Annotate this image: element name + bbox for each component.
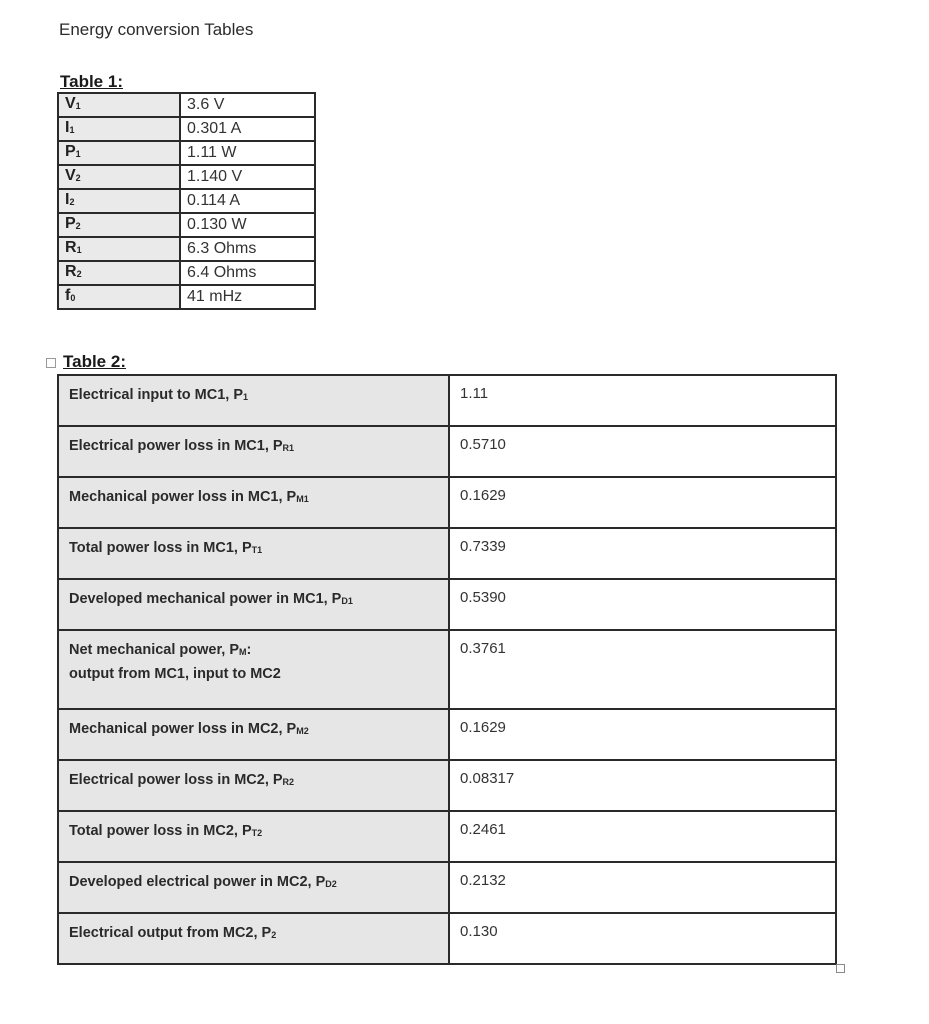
table2-value[interactable]: 0.7339	[449, 528, 836, 579]
table1-value[interactable]: 3.6 V	[180, 93, 315, 117]
table1-symbol[interactable]	[58, 141, 180, 165]
table2-label[interactable]	[58, 375, 449, 426]
table1-value[interactable]: 41 mHz	[180, 285, 315, 309]
table2-value[interactable]: 0.130	[449, 913, 836, 964]
table2-label[interactable]	[58, 862, 449, 913]
table-row	[58, 528, 836, 579]
table1-caption: Table 1:	[60, 72, 123, 91]
table-move-handle-icon[interactable]	[46, 358, 56, 368]
table-row	[58, 630, 836, 709]
table-row	[58, 760, 836, 811]
table2-value[interactable]: 0.2461	[449, 811, 836, 862]
symbol-subscript: 2	[76, 269, 82, 279]
table2-value[interactable]: 0.5390	[449, 579, 836, 630]
table2-label[interactable]	[58, 709, 449, 760]
table2-label[interactable]	[58, 913, 449, 964]
table2-label[interactable]	[58, 426, 449, 477]
table-row	[58, 811, 836, 862]
symbol-letter: P	[65, 143, 76, 160]
table-resize-handle-icon[interactable]	[836, 964, 845, 973]
table-row	[58, 913, 836, 964]
table2-label[interactable]	[58, 579, 449, 630]
label-subscript: 1	[243, 392, 249, 402]
table-row	[58, 261, 315, 285]
table1-symbol[interactable]	[58, 189, 180, 213]
symbol-subscript: 0	[70, 293, 76, 303]
symbol-letter: P	[65, 215, 76, 232]
label-subscript: M	[239, 647, 247, 657]
table2-label[interactable]	[58, 477, 449, 528]
table1-body	[58, 93, 315, 309]
table1-value[interactable]: 0.301 A	[180, 117, 315, 141]
label-subscript: T1	[251, 545, 263, 555]
label-text: Mechanical power loss in MC2, P	[69, 721, 297, 737]
table2-value[interactable]: 0.1629	[449, 477, 836, 528]
table-row	[58, 477, 836, 528]
symbol-subscript: 2	[75, 173, 81, 183]
symbol-letter: V	[65, 95, 76, 112]
label-suffix: :	[246, 642, 252, 658]
label-subscript: M1	[296, 494, 309, 504]
table1-value[interactable]: 6.4 Ohms	[180, 261, 315, 285]
table1-value[interactable]: 1.11 W	[180, 141, 315, 165]
label-text: Electrical output from MC2, P	[69, 925, 272, 941]
symbol-letter: R	[65, 263, 77, 280]
table1-symbol[interactable]	[58, 165, 180, 189]
label-text: Developed electrical power in MC2, P	[69, 874, 326, 890]
document-title: Energy conversion Tables	[59, 20, 254, 39]
table1-symbol[interactable]	[58, 93, 180, 117]
table-row	[58, 237, 315, 261]
label-text: Electrical input to MC1, P	[69, 387, 244, 403]
table2-value[interactable]: 0.2132	[449, 862, 836, 913]
label-text: Total power loss in MC2, P	[69, 823, 252, 839]
label-text: Developed mechanical power in MC1, P	[69, 591, 342, 607]
symbol-letter: I	[65, 191, 70, 208]
label-subscript: R2	[282, 777, 295, 787]
table1-value[interactable]: 0.114 A	[180, 189, 315, 213]
table1-symbol[interactable]	[58, 261, 180, 285]
symbol-subscript: 1	[76, 245, 82, 255]
table-row	[58, 117, 315, 141]
symbol-letter: I	[65, 119, 70, 136]
table1-symbol[interactable]	[58, 117, 180, 141]
table1-value[interactable]: 0.130 W	[180, 213, 315, 237]
table-row	[58, 93, 315, 117]
label-subscript: R1	[282, 443, 295, 453]
table1-value[interactable]: 1.140 V	[180, 165, 315, 189]
label-subscript: T2	[251, 828, 263, 838]
table2-label[interactable]	[58, 760, 449, 811]
table1-value[interactable]: 6.3 Ohms	[180, 237, 315, 261]
table2-label[interactable]	[58, 630, 449, 709]
symbol-letter: V	[65, 167, 76, 184]
label-text: Mechanical power loss in MC1, P	[69, 489, 297, 505]
table-row	[58, 213, 315, 237]
table-row	[58, 375, 836, 426]
label-second-line: output from MC1, input to MC2	[69, 666, 281, 682]
label-text: Electrical power loss in MC1, P	[69, 438, 283, 454]
table1-symbol[interactable]	[58, 237, 180, 261]
label-text: Net mechanical power, P	[69, 642, 240, 658]
table1	[57, 92, 316, 310]
table2-label[interactable]	[58, 528, 449, 579]
symbol-subscript: 2	[75, 221, 81, 231]
label-text: Electrical power loss in MC2, P	[69, 772, 283, 788]
table1-symbol[interactable]	[58, 285, 180, 309]
table2	[57, 374, 837, 965]
label-subscript: D2	[325, 879, 337, 889]
table-row	[58, 165, 315, 189]
table2-value[interactable]: 0.5710	[449, 426, 836, 477]
label-text: Total power loss in MC1, P	[69, 540, 252, 556]
table2-label[interactable]	[58, 811, 449, 862]
table-row	[58, 426, 836, 477]
label-subscript: D1	[341, 596, 353, 606]
symbol-letter: f	[65, 287, 71, 304]
table-row	[58, 285, 315, 309]
table2-value[interactable]: 1.11	[449, 375, 836, 426]
table-row	[58, 862, 836, 913]
table2-value[interactable]: 0.08317	[449, 760, 836, 811]
symbol-subscript: 2	[69, 197, 75, 207]
table-row	[58, 709, 836, 760]
table2-value[interactable]: 0.1629	[449, 709, 836, 760]
symbol-subscript: 1	[69, 125, 75, 135]
table-row	[58, 141, 315, 165]
label-subscript: M2	[296, 726, 309, 736]
symbol-subscript: 1	[75, 101, 81, 111]
table-row	[58, 189, 315, 213]
label-subscript: 2	[271, 930, 277, 940]
table2-body	[58, 375, 836, 964]
table2-value[interactable]: 0.3761	[449, 630, 836, 709]
table2-caption: Table 2:	[63, 352, 126, 371]
table1-symbol[interactable]	[58, 213, 180, 237]
table-row	[58, 579, 836, 630]
symbol-subscript: 1	[75, 149, 81, 159]
symbol-letter: R	[65, 239, 77, 256]
